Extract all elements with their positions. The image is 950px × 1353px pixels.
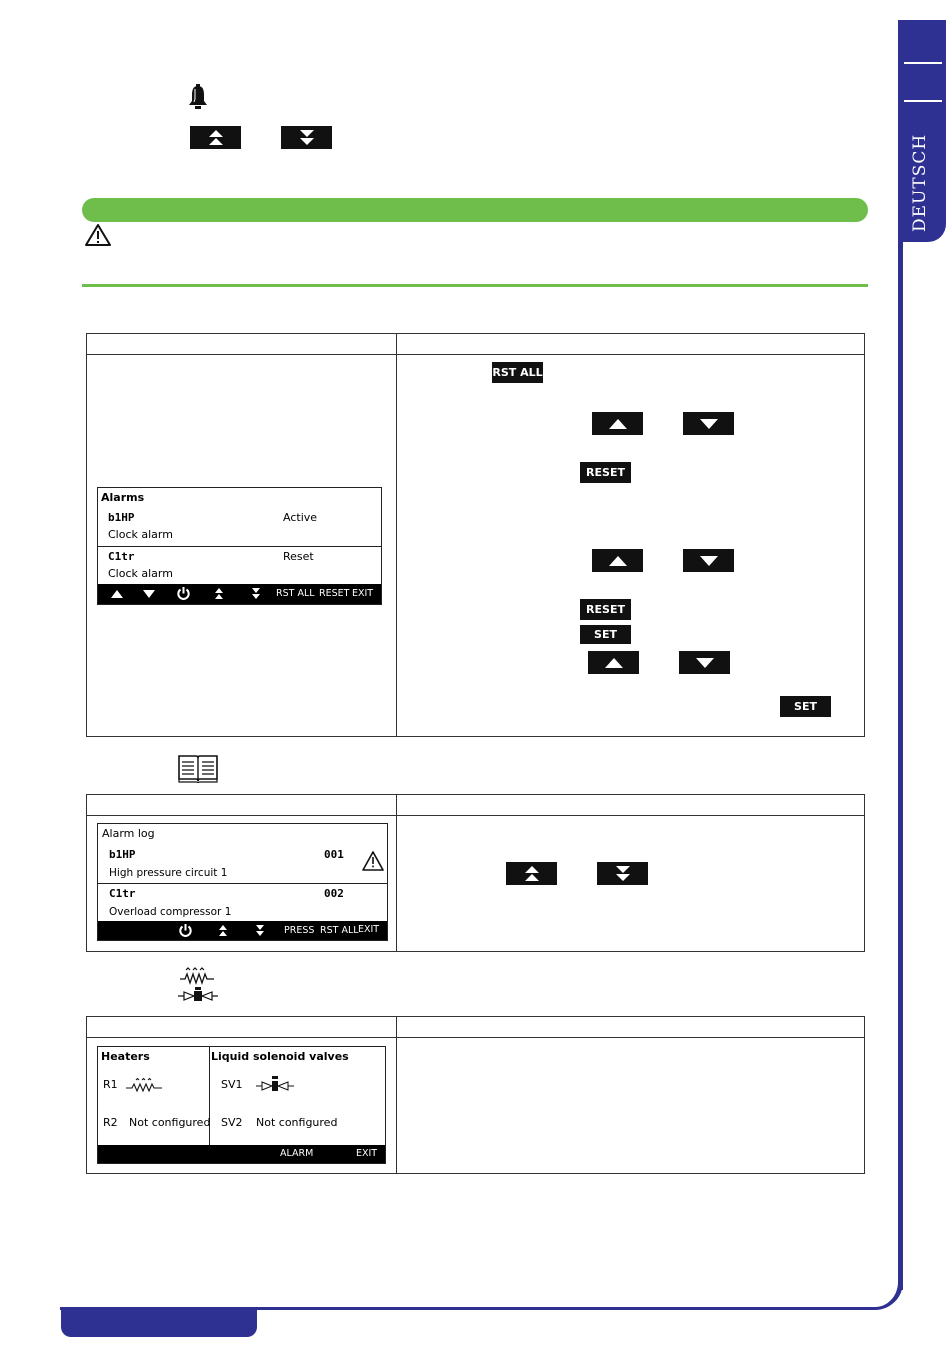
double-down-icon [297,129,317,147]
down-button[interactable] [683,549,734,572]
alarm-status: Reset [283,550,314,563]
tab-line [904,100,942,102]
book-icon [177,752,219,784]
warning-triangle-icon [84,223,112,247]
down-arrow-icon [699,555,719,567]
alarm-number: 001 [324,848,344,861]
heater-icon [124,1077,164,1093]
solenoid-valve-icon [254,1075,296,1093]
power-icon[interactable] [178,923,193,938]
table-header [87,334,864,355]
double-up-icon[interactable] [218,925,228,937]
alarm-softkey[interactable]: ALARM [280,1148,314,1159]
down-arrow-icon [695,657,715,669]
set-button[interactable]: SET [580,625,631,644]
valve-sv2-label: SV2 [221,1116,243,1129]
heaters-title: Heaters [101,1050,150,1063]
screen-title: Alarms [101,491,145,504]
column-divider [396,1017,397,1173]
softkey-bar [98,921,387,940]
heater-r2-label: R2 [103,1116,118,1129]
double-down-icon [613,865,633,883]
heater-r1-label: R1 [103,1078,118,1091]
down-button[interactable] [683,412,734,435]
down-button[interactable] [679,651,730,674]
heater-solenoid-icon [176,966,220,1004]
alarm-description: Overload compressor 1 [109,906,232,918]
up-arrow-icon[interactable] [110,589,124,599]
alarm-code: b1HP [109,848,136,861]
up-button[interactable] [588,651,639,674]
rst-all-button[interactable]: RST ALL [492,362,543,383]
screen-title: Alarm log [102,827,155,840]
softkey-bar [98,1145,385,1163]
reset-button[interactable]: RESET [580,462,631,483]
page-down-button[interactable] [281,126,332,149]
column-divider [396,334,397,736]
alarm-log-screen [97,823,388,941]
up-arrow-icon [608,418,628,430]
set-button[interactable]: SET [780,696,831,717]
valves-title: Liquid solenoid valves [211,1050,349,1063]
press-softkey[interactable]: PRESS [284,925,315,936]
reset-button[interactable]: RESET [580,599,631,620]
bell-icon [186,83,210,111]
table-header [87,795,864,816]
exit-softkey[interactable]: EXIT [358,924,380,935]
alarm-number: 002 [324,887,344,900]
alarm-description: Clock alarm [108,567,173,580]
double-up-icon[interactable] [214,588,224,600]
language-tab [898,20,946,242]
warning-triangle-icon [362,851,384,871]
alarm-code: b1HP [108,511,135,524]
tab-line [904,62,942,64]
valve-sv2-status: Not configured [256,1116,338,1129]
alarms-screen [97,487,382,605]
softkey-bar [98,584,381,604]
down-arrow-icon [699,418,719,430]
down-arrow-icon[interactable] [142,589,156,599]
alarm-code: C1tr [109,887,136,900]
double-up-icon [522,865,542,883]
note-bar [82,198,868,222]
heater-r2-status: Not configured [129,1116,211,1129]
double-down-icon[interactable] [251,588,261,600]
page-down-button[interactable] [597,862,648,885]
alarm-description: Clock alarm [108,528,173,541]
valve-sv1-label: SV1 [221,1078,243,1091]
rst-all-softkey[interactable]: RST ALL [276,588,315,599]
column-divider [396,795,397,951]
table-header [87,1017,864,1038]
double-down-icon[interactable] [255,925,265,937]
exit-softkey[interactable]: EXIT [356,1148,378,1159]
heaters-screen [97,1046,386,1164]
reset-softkey[interactable]: RESET [319,588,350,599]
screen-divider [209,1047,210,1145]
language-label: DEUTSCH [910,133,930,232]
up-arrow-icon [604,657,624,669]
row-divider [98,546,381,547]
row-divider [98,883,387,884]
exit-softkey[interactable]: EXIT [352,588,374,599]
page-number-tab [61,1309,257,1337]
rst-all-softkey[interactable]: RST ALL [320,925,359,936]
up-arrow-icon [608,555,628,567]
power-icon[interactable] [176,586,191,601]
double-up-icon [206,129,226,147]
alarm-description: High pressure circuit 1 [109,867,228,879]
page-up-button[interactable] [506,862,557,885]
up-button[interactable] [592,412,643,435]
page-frame-corner [860,1250,903,1310]
alarm-code: C1tr [108,550,135,563]
page-up-button[interactable] [190,126,241,149]
alarm-status: Active [283,511,318,524]
note-divider [82,284,868,287]
up-button[interactable] [592,549,643,572]
